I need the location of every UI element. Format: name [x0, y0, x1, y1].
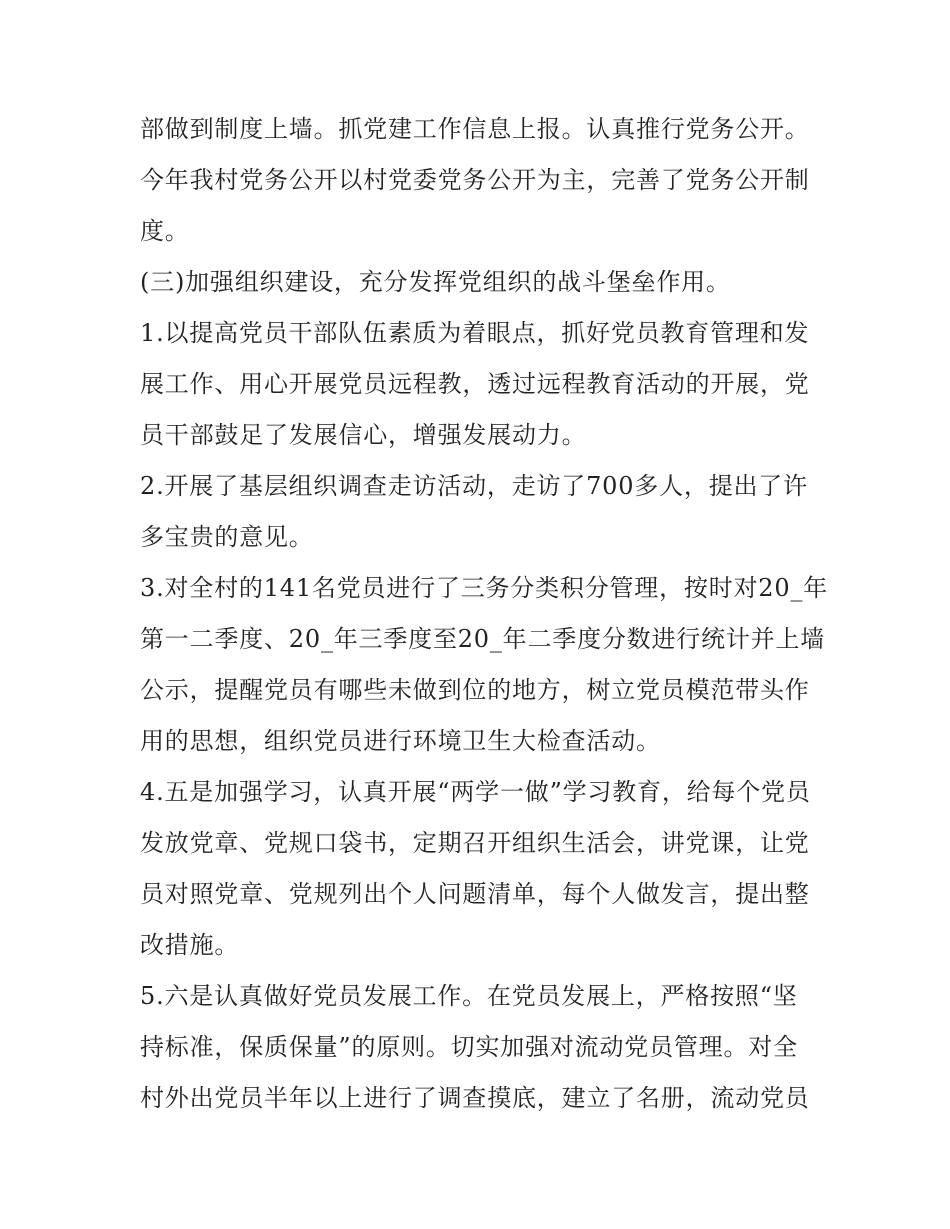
text-line: 4.五是加强学习，认真开展“两学一做”学习教育，给每个党员 — [140, 778, 811, 806]
text-line: 3.对全村的141名党员进行了三务分类积分管理，按时对20_年 — [140, 574, 829, 602]
text-line: 员对照党章、党规列出个人问题清单，每个人做发言，提出整 — [140, 880, 810, 908]
text-line: 第一二季度、20_年三季度至20_年二季度分数进行统计并上墙 — [140, 625, 826, 653]
text-line: 发放党章、党规口袋书，定期召开组织生活会，讲党课，让党 — [140, 829, 810, 857]
text-line: 用的思想，组织党员进行环境卫生大检查活动。 — [140, 727, 661, 755]
text-line: 村外出党员半年以上进行了调查摸底，建立了名册，流动党员 — [140, 1084, 810, 1112]
text-line: 改措施。 — [140, 931, 240, 959]
text-line: 2.开展了基层组织调查走访活动，走访了700多人，提出了许 — [140, 472, 808, 500]
text-line: 今年我村党务公开以村党委党务公开为主，完善了党务公开制 — [140, 166, 810, 194]
text-line: 5.六是认真做好党员发展工作。在党员发展上，严格按照“坚 — [140, 982, 798, 1010]
document-body — [140, 104, 829, 1124]
text-line: 1.以提高党员干部队伍素质为着眼点，抓好党员教育管理和发 — [140, 319, 810, 347]
text-line: 多宝贵的意见。 — [140, 523, 314, 551]
text-line: 持标准，保质保量”的原则。切实加强对流动党员管理。对全 — [140, 1033, 798, 1061]
text-line: 员干部鼓足了发展信心，增强发展动力。 — [140, 421, 587, 449]
section-heading: (三)加强组织建设，充分发挥党组织的战斗堡垒作用。 — [140, 268, 731, 296]
text-line: 部做到制度上墙。抓党建工作信息上报。认真推行党务公开。 — [140, 115, 810, 143]
text-line: 公示，提醒党员有哪些未做到位的地方，树立党员模范带头作 — [140, 676, 810, 704]
text-line: 展工作、用心开展党员远程教，透过远程教育活动的开展，党 — [140, 370, 810, 398]
text-line: 度。 — [140, 217, 190, 245]
